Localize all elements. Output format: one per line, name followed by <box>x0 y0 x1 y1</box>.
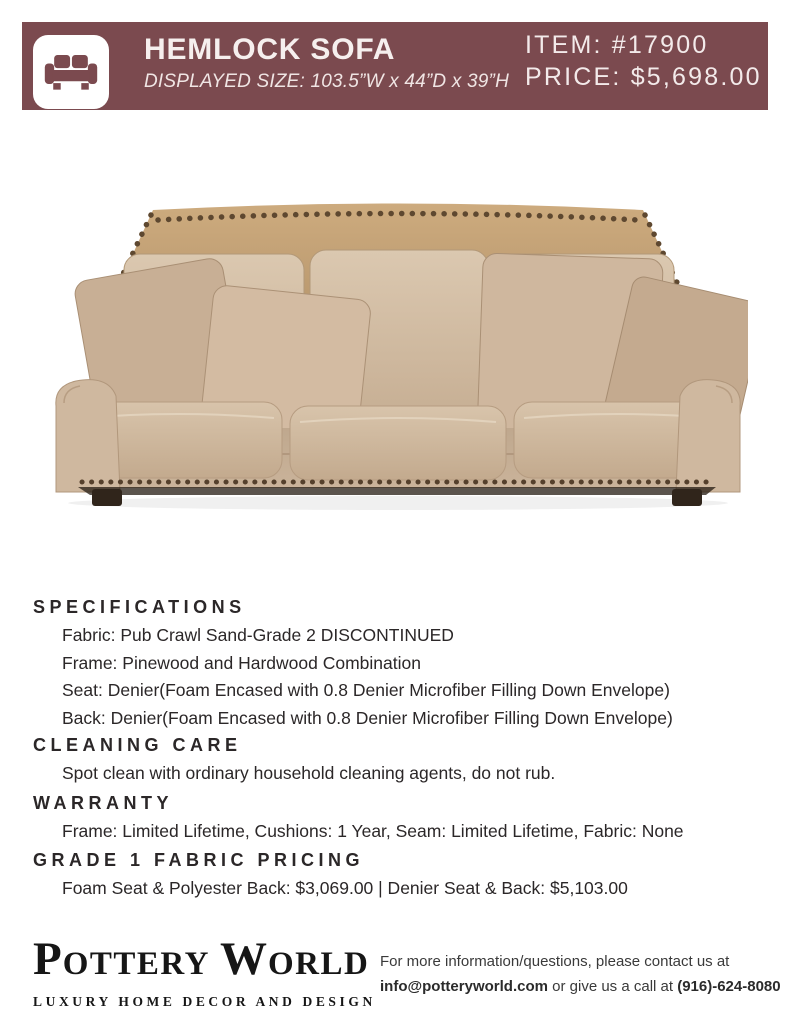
warranty-line: Frame: Limited Lifetime, Cushions: 1 Year, Seam: Limited Lifetime, Fabric: None <box>62 821 684 841</box>
contact-line-2 <box>380 974 781 999</box>
grade-pricing-line: Foam Seat & Polyester Back: $3,069.00 | Denier Seat & Back: $5,103.00 <box>62 878 628 898</box>
brand-name <box>33 933 376 993</box>
cleaning-care-heading: CLEANING CARE <box>33 735 242 755</box>
spec-line-seat: Seat: Denier(Foam Encased with 0.8 Denier Microfiber Filling Down Envelope) <box>62 680 670 700</box>
spec-line-fabric: Fabric: Pub Crawl Sand-Grade 2 DISCONTINUED <box>62 625 454 645</box>
product-photo <box>48 190 748 512</box>
brand-initial-w: W <box>219 933 268 985</box>
grade-pricing-heading: GRADE 1 FABRIC PRICING <box>33 850 365 870</box>
grade-pricing-section <box>33 848 763 903</box>
cleaning-care-line: Spot clean with ordinary household cleaning agents, do not rub. <box>62 763 556 783</box>
brand-rest-ottery: OTTERY <box>62 946 210 982</box>
warranty-section <box>33 791 763 846</box>
brand-rest-orld: ORLD <box>267 946 370 982</box>
brand-initial-p: P <box>33 933 63 985</box>
spec-line-frame: Frame: Pinewood and Hardwood Combination <box>62 652 421 673</box>
sofa-icon <box>42 47 100 98</box>
sofa-icon-box <box>33 35 109 109</box>
contact-mid-text: or give us a call at <box>547 978 678 995</box>
brand-tagline: LUXURY HOME DECOR AND DESIGN <box>33 994 376 1009</box>
pottery-world-logo <box>33 933 376 1010</box>
warranty-heading: WARRANTY <box>33 793 173 813</box>
product-displayed-size: DISPLAYED SIZE: 103.5”W x 44”D x 39”H <box>144 71 509 92</box>
spec-line-back: Back: Denier(Foam Encased with 0.8 Denier Microfiber Filling Down Envelope) <box>62 707 673 728</box>
header-banner <box>22 22 768 110</box>
contact-line-1: For more information/questions, please contact us at <box>380 953 730 970</box>
item-number: ITEM: #17900 <box>525 31 709 59</box>
item-price-block <box>525 29 762 93</box>
product-title-block <box>144 31 509 94</box>
item-price: PRICE: $5,698.00 <box>525 63 762 91</box>
specifications-heading: SPECIFICATIONS <box>33 597 246 617</box>
cleaning-care-section <box>33 733 763 788</box>
footer-contact <box>380 949 781 999</box>
product-title: HEMLOCK SOFA <box>144 33 396 66</box>
contact-phone: (916)-624-8080 <box>677 978 781 995</box>
specifications-section <box>33 595 763 732</box>
contact-email: info@potteryworld.com <box>380 978 548 995</box>
